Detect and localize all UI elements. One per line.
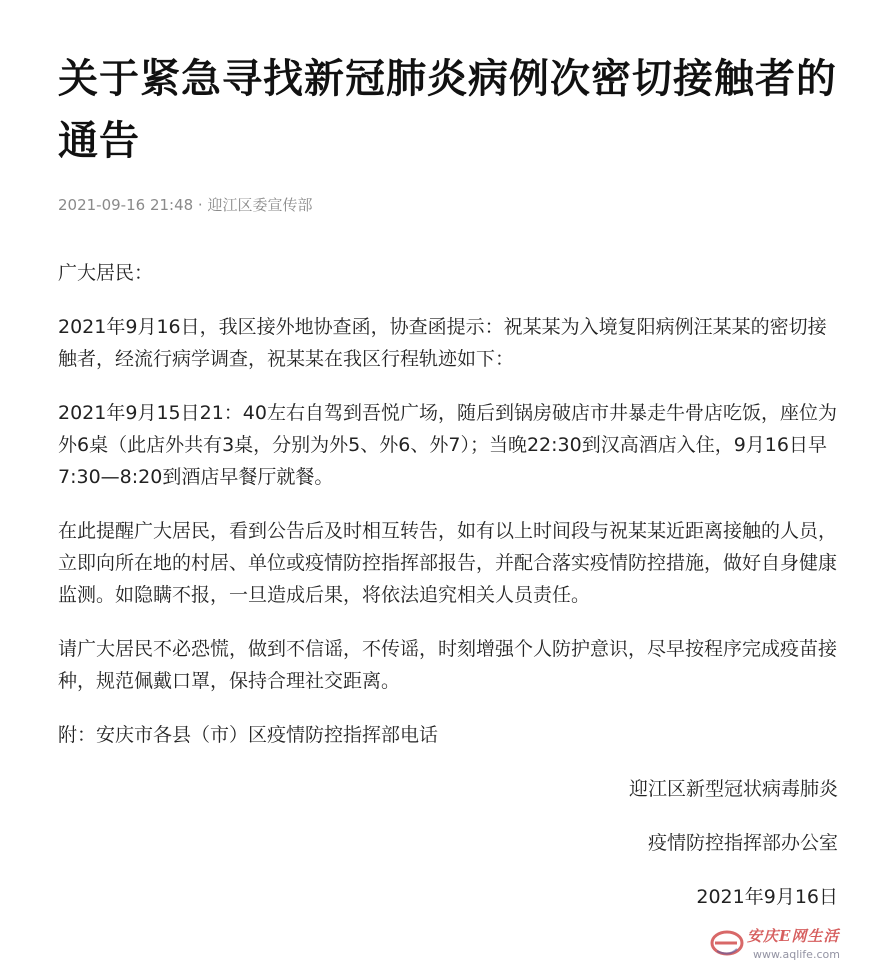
- signature-date: 2021年9月16日: [696, 886, 838, 908]
- article-title: 关于紧急寻找新冠肺炎病例次密切接触者的通告: [58, 56, 837, 164]
- article-body: [58, 257, 838, 751]
- greeting: 广大居民：: [58, 262, 154, 284]
- paragraph-reminder: 在此提醒广大居民，看到公告后及时相互转告，如有以上时间段与祝某某近距离接触的人员，立即向所在地的村居、单位或疫情防控指挥部报告，并配合落实疫情防控措施，做好自身健康监测。如隐瞒不报，一旦造成后果，将依法追究相关人员责任。: [58, 520, 838, 606]
- paragraph-itinerary: 2021年9月15日21：40左右自驾到吾悦广场，随后到锅房破店市井暴走牛骨店吃饭，座位为外6桌（此店外共有3桌，分别为外5、外6、外7）；当晚22:30到汉高酒店入住，9月16日早7:30—8:20到酒店早餐厅就餐。: [58, 402, 837, 488]
- paragraph-notice: 2021年9月16日，我区接外地协查函，协查函提示：祝某某为入境复阳病例汪某某的密切接触者，经流行病学调查，祝某某在我区行程轨迹如下：: [58, 316, 827, 370]
- paragraph-advice: 请广大居民不必恐慌，做到不信谣，不传谣，时刻增强个人防护意识，尽早按程序完成疫苗接种，规范佩戴口罩，保持合理社交距离。: [58, 638, 838, 692]
- watermark-brand: 安庆E网生活: [747, 927, 840, 945]
- article: [58, 48, 838, 913]
- watermark-url: www.aqlife.com: [753, 948, 840, 961]
- site-watermark: [709, 923, 879, 969]
- e-logo-icon: [709, 927, 745, 957]
- signature-org-line2: 疫情防控指挥部办公室: [647, 832, 838, 854]
- paragraph-attachment: 附：安庆市各县（市）区疫情防控指挥部电话: [58, 724, 439, 746]
- signature-org-line1: 迎江区新型冠状病毒肺炎: [628, 778, 838, 800]
- article-meta: 2021-09-16 21:48 · 迎江区委宣传部: [58, 196, 313, 214]
